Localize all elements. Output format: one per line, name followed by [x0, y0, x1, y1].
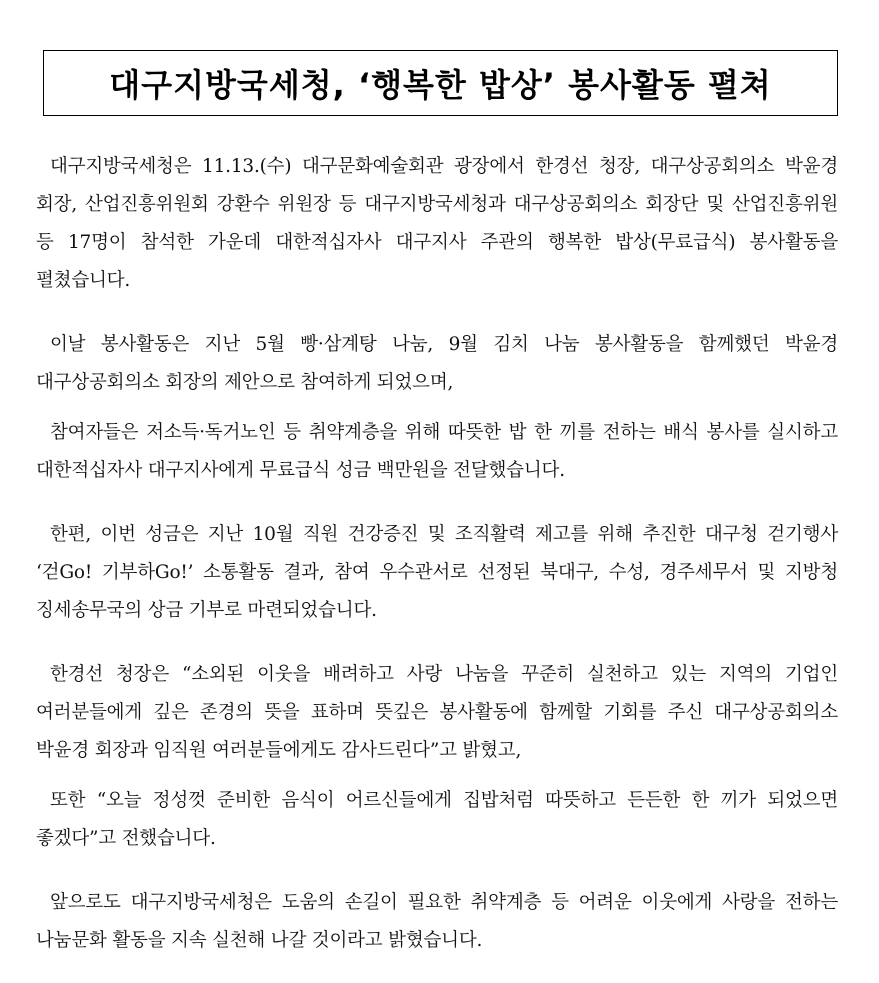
page-title: 대구지방국세청, ‘행복한 밥상’ 봉사활동 펼쳐 [109, 66, 772, 104]
paragraph-1: 대구지방국세청은 11.13.(수) 대구문화예술회관 광장에서 한경선 청장, 대구상공회의소 박윤경 회장, 산업진흥위원회 강환수 위원장 등 대구지방국세청과 대구상공회의소 회장단 및 산업진흥위원 등 17명이 참석한 가운데 대한적십자사 대구지사 주관의 행복한 밥상(무료급식) 봉사활동을 펼쳤습니다. [36, 156, 838, 291]
paragraph-6: 또한 “오늘 정성껏 준비한 음식이 어르신들에게 집밥처럼 따뜻하고 든든한 한 끼가 되었으면 좋겠다”고 전했습니다. [36, 790, 838, 849]
paragraph-5: 한경선 청장은 “소외된 이웃을 배려하고 사랑 나눔을 꾸준히 실천하고 있는 지역의 기업인 여러분들에게 깊은 존경의 뜻을 표하며 뜻깊은 봉사활동에 함께할 기회를 주신 대구상공회의소 박윤경 회장과 임직원 여러분들에게도 감사드린다”고 밝혔고, [36, 664, 838, 761]
paragraph-7: 앞으로도 대구지방국세청은 도움의 손길이 필요한 취약계층 등 어려운 이웃에게 사랑을 전하는 나눔문화 활동을 지속 실천해 나갈 것이라고 밝혔습니다. [36, 892, 838, 951]
title-box [43, 50, 838, 116]
paragraph-2: 이날 봉사활동은 지난 5월 빵·삼계탕 나눔, 9월 김치 나눔 봉사활동을 함께했던 박윤경 대구상공회의소 회장의 제안으로 참여하게 되었으며, [36, 334, 838, 393]
article-body [36, 148, 838, 960]
paragraph-3: 참여자들은 저소득·독거노인 등 취약계층을 위해 따뜻한 밥 한 끼를 전하는 배식 봉사를 실시하고 대한적십자사 대구지사에게 무료급식 성금 백만원을 전달했습니다. [36, 422, 838, 481]
paragraph-4: 한편, 이번 성금은 지난 10월 직원 건강증진 및 조직활력 제고를 위해 추진한 대구청 걷기행사 ‘걷Go! 기부하Go!’ 소통활동 결과, 참여 우수관서로 선정된 북대구, 수성, 경주세무서 및 지방청 징세송무국의 상금 기부로 마련되었습니다. [36, 524, 838, 621]
